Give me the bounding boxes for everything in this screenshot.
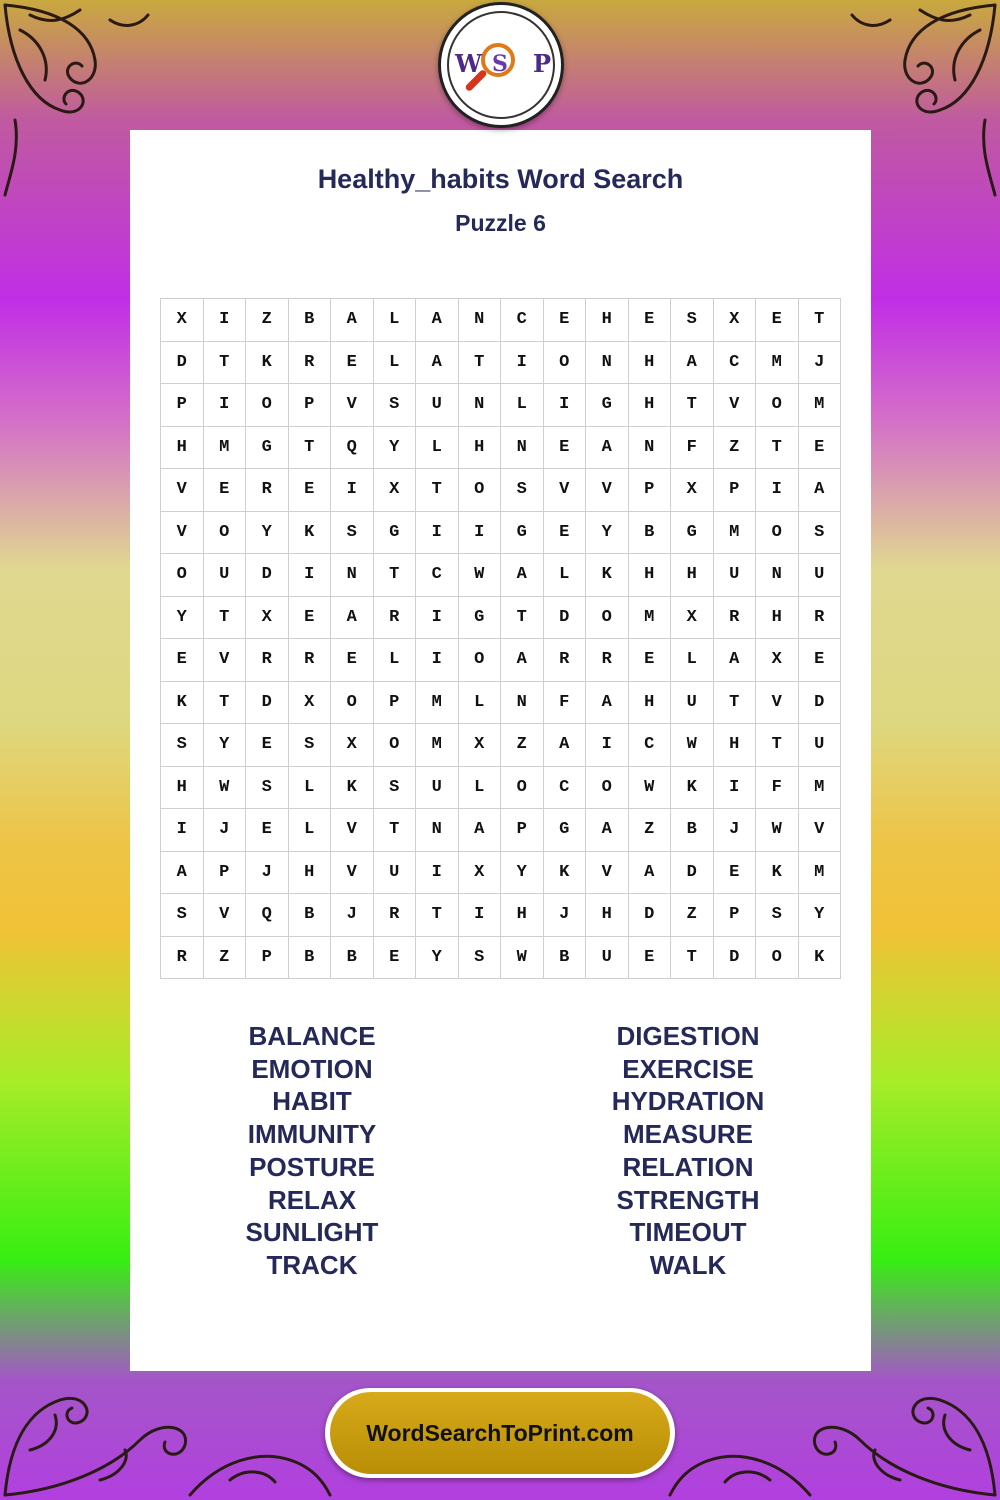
grid-cell[interactable]: Z bbox=[629, 809, 672, 852]
grid-cell[interactable]: H bbox=[714, 724, 757, 767]
grid-cell[interactable]: Z bbox=[204, 937, 247, 980]
grid-cell[interactable]: F bbox=[671, 427, 714, 470]
grid-cell[interactable]: V bbox=[331, 852, 374, 895]
grid-cell[interactable]: O bbox=[161, 554, 204, 597]
grid-cell[interactable]: E bbox=[246, 809, 289, 852]
grid-cell[interactable]: I bbox=[331, 469, 374, 512]
grid-cell[interactable]: H bbox=[629, 384, 672, 427]
grid-cell[interactable]: R bbox=[544, 639, 587, 682]
grid-cell[interactable]: V bbox=[586, 469, 629, 512]
grid-cell[interactable]: P bbox=[714, 469, 757, 512]
grid-cell[interactable]: O bbox=[246, 384, 289, 427]
grid-cell[interactable]: B bbox=[331, 937, 374, 980]
grid-cell[interactable]: Y bbox=[416, 937, 459, 980]
grid-cell[interactable]: T bbox=[204, 342, 247, 385]
grid-cell[interactable]: M bbox=[799, 384, 842, 427]
grid-cell[interactable]: L bbox=[374, 342, 417, 385]
grid-cell[interactable]: R bbox=[586, 639, 629, 682]
puzzle-title: Healthy_habits Word Search bbox=[317, 164, 684, 194]
grid-cell[interactable]: I bbox=[756, 469, 799, 512]
grid-cell[interactable]: A bbox=[586, 809, 629, 852]
grid-cell[interactable]: G bbox=[671, 512, 714, 555]
grid-cell[interactable]: Y bbox=[799, 894, 842, 937]
grid-cell[interactable]: C bbox=[416, 554, 459, 597]
grid-cell[interactable]: X bbox=[246, 597, 289, 640]
grid-cell[interactable]: O bbox=[331, 682, 374, 725]
grid-cell[interactable]: Y bbox=[374, 427, 417, 470]
grid-cell[interactable]: H bbox=[459, 427, 502, 470]
grid-cell[interactable]: O bbox=[756, 384, 799, 427]
grid-cell[interactable]: R bbox=[161, 937, 204, 980]
site-link[interactable]: WordSearchToPrint.com bbox=[330, 1392, 670, 1474]
grid-cell[interactable]: B bbox=[289, 937, 332, 980]
grid-cell[interactable]: P bbox=[374, 682, 417, 725]
grid-cell[interactable]: X bbox=[289, 682, 332, 725]
grid-cell[interactable]: T bbox=[714, 682, 757, 725]
grid-cell[interactable]: L bbox=[374, 299, 417, 342]
grid-cell[interactable]: M bbox=[799, 767, 842, 810]
grid-cell[interactable]: H bbox=[671, 554, 714, 597]
grid-cell[interactable]: V bbox=[204, 639, 247, 682]
grid-cell[interactable]: X bbox=[756, 639, 799, 682]
grid-cell[interactable]: Z bbox=[501, 724, 544, 767]
grid-cell[interactable]: B bbox=[629, 512, 672, 555]
grid-cell[interactable]: X bbox=[459, 724, 502, 767]
word-list-item: STRENGTH bbox=[616, 1184, 760, 1215]
grid-cell[interactable]: M bbox=[204, 427, 247, 470]
grid-cell[interactable]: S bbox=[374, 767, 417, 810]
grid-cell[interactable]: V bbox=[331, 384, 374, 427]
grid-cell[interactable]: H bbox=[756, 597, 799, 640]
grid-cell[interactable]: S bbox=[671, 299, 714, 342]
grid-cell[interactable]: J bbox=[331, 894, 374, 937]
grid-cell[interactable]: P bbox=[204, 852, 247, 895]
grid-cell[interactable]: A bbox=[331, 597, 374, 640]
grid-cell[interactable]: I bbox=[161, 809, 204, 852]
grid-cell[interactable]: I bbox=[501, 342, 544, 385]
puzzle-subtitle: Puzzle 6 bbox=[455, 210, 546, 236]
grid-cell[interactable]: V bbox=[161, 469, 204, 512]
word-list-item: SUNLIGHT bbox=[245, 1217, 379, 1248]
word-list-item: MEASURE bbox=[622, 1119, 753, 1150]
grid-cell[interactable]: L bbox=[459, 767, 502, 810]
grid-cell[interactable]: X bbox=[714, 299, 757, 342]
corner-ornament bbox=[0, 1350, 340, 1500]
grid-cell[interactable]: N bbox=[586, 342, 629, 385]
grid-cell[interactable]: G bbox=[501, 512, 544, 555]
grid-cell[interactable]: P bbox=[161, 384, 204, 427]
grid-cell[interactable]: D bbox=[714, 937, 757, 980]
grid-cell[interactable]: U bbox=[714, 554, 757, 597]
grid-cell[interactable]: E bbox=[246, 724, 289, 767]
grid-cell[interactable]: A bbox=[671, 342, 714, 385]
grid-cell[interactable]: O bbox=[586, 767, 629, 810]
grid-cell[interactable]: N bbox=[459, 299, 502, 342]
grid-cell[interactable]: A bbox=[331, 299, 374, 342]
grid-cell[interactable]: O bbox=[756, 937, 799, 980]
grid-cell[interactable]: A bbox=[714, 639, 757, 682]
word-list-right bbox=[538, 1020, 838, 1282]
letter-grid bbox=[160, 298, 841, 979]
grid-cell[interactable]: C bbox=[501, 299, 544, 342]
grid-cell[interactable]: J bbox=[799, 342, 842, 385]
grid-cell[interactable]: W bbox=[756, 809, 799, 852]
grid-cell[interactable]: P bbox=[246, 937, 289, 980]
word-list-item: WALK bbox=[649, 1249, 727, 1280]
grid-cell[interactable]: I bbox=[586, 724, 629, 767]
grid-cell[interactable]: U bbox=[204, 554, 247, 597]
grid-cell[interactable]: U bbox=[586, 937, 629, 980]
corner-ornament bbox=[850, 0, 1000, 200]
grid-cell[interactable]: E bbox=[331, 639, 374, 682]
grid-cell[interactable]: D bbox=[544, 597, 587, 640]
grid-cell[interactable]: A bbox=[629, 852, 672, 895]
grid-cell[interactable]: L bbox=[671, 639, 714, 682]
grid-cell[interactable]: K bbox=[289, 512, 332, 555]
grid-cell[interactable]: B bbox=[671, 809, 714, 852]
grid-cell[interactable]: E bbox=[204, 469, 247, 512]
grid-cell[interactable]: R bbox=[246, 639, 289, 682]
grid-cell[interactable]: H bbox=[161, 427, 204, 470]
grid-cell[interactable]: D bbox=[799, 682, 842, 725]
grid-cell[interactable]: A bbox=[416, 299, 459, 342]
grid-cell[interactable]: I bbox=[416, 639, 459, 682]
puzzle-page bbox=[130, 130, 871, 1371]
grid-cell[interactable]: M bbox=[416, 682, 459, 725]
grid-cell[interactable]: Z bbox=[714, 427, 757, 470]
grid-cell[interactable]: M bbox=[799, 852, 842, 895]
grid-cell[interactable]: R bbox=[289, 342, 332, 385]
grid-cell[interactable]: J bbox=[714, 809, 757, 852]
grid-cell[interactable]: D bbox=[246, 682, 289, 725]
grid-cell[interactable]: V bbox=[204, 894, 247, 937]
grid-cell[interactable]: V bbox=[756, 682, 799, 725]
grid-cell[interactable]: I bbox=[416, 597, 459, 640]
grid-cell[interactable]: Z bbox=[246, 299, 289, 342]
grid-cell[interactable]: T bbox=[459, 342, 502, 385]
word-list-item: BALANCE bbox=[248, 1021, 376, 1051]
grid-cell[interactable]: T bbox=[204, 682, 247, 725]
grid-cell[interactable]: I bbox=[714, 767, 757, 810]
grid-cell[interactable]: I bbox=[544, 384, 587, 427]
grid-cell[interactable]: Z bbox=[671, 894, 714, 937]
grid-cell[interactable]: A bbox=[586, 682, 629, 725]
corner-ornament bbox=[660, 1350, 1000, 1500]
corner-ornament bbox=[0, 0, 150, 200]
grid-cell[interactable]: V bbox=[331, 809, 374, 852]
grid-cell[interactable]: L bbox=[289, 809, 332, 852]
grid-cell[interactable]: E bbox=[629, 937, 672, 980]
grid-cell[interactable]: Y bbox=[246, 512, 289, 555]
word-list-item: EMOTION bbox=[251, 1053, 373, 1084]
word-list-item: IMMUNITY bbox=[247, 1119, 377, 1150]
grid-cell[interactable]: W bbox=[671, 724, 714, 767]
grid-cell[interactable]: F bbox=[544, 682, 587, 725]
grid-cell[interactable]: O bbox=[459, 639, 502, 682]
grid-cell[interactable]: X bbox=[374, 469, 417, 512]
grid-cell[interactable]: S bbox=[756, 894, 799, 937]
grid-cell[interactable]: O bbox=[374, 724, 417, 767]
grid-cell[interactable]: E bbox=[756, 299, 799, 342]
word-list-item: POSTURE bbox=[249, 1151, 375, 1182]
grid-cell[interactable]: G bbox=[586, 384, 629, 427]
word-list-item: RELAX bbox=[267, 1184, 357, 1215]
grid-cell[interactable]: J bbox=[204, 809, 247, 852]
grid-cell[interactable]: W bbox=[629, 767, 672, 810]
word-list-left bbox=[162, 1020, 462, 1282]
grid-cell[interactable]: W bbox=[204, 767, 247, 810]
grid-cell[interactable]: E bbox=[374, 937, 417, 980]
grid-cell[interactable]: A bbox=[586, 427, 629, 470]
grid-cell[interactable]: N bbox=[501, 682, 544, 725]
grid-cell[interactable]: E bbox=[544, 299, 587, 342]
grid-cell[interactable]: T bbox=[374, 809, 417, 852]
word-list-item: RELATION bbox=[622, 1151, 754, 1182]
grid-cell[interactable]: D bbox=[161, 342, 204, 385]
grid-cell[interactable]: E bbox=[289, 597, 332, 640]
grid-cell[interactable]: I bbox=[416, 512, 459, 555]
word-list-item: DIGESTION bbox=[616, 1021, 760, 1051]
grid-cell[interactable]: A bbox=[544, 724, 587, 767]
grid-cell[interactable]: G bbox=[374, 512, 417, 555]
grid-cell[interactable]: M bbox=[714, 512, 757, 555]
grid-cell[interactable]: B bbox=[544, 937, 587, 980]
grid-cell[interactable]: T bbox=[289, 427, 332, 470]
word-list-item: TIMEOUT bbox=[629, 1217, 747, 1248]
grid-cell[interactable]: A bbox=[416, 342, 459, 385]
grid-cell[interactable]: B bbox=[289, 894, 332, 937]
grid-cell[interactable]: K bbox=[756, 852, 799, 895]
grid-cell[interactable]: K bbox=[799, 937, 842, 980]
grid-cell[interactable]: P bbox=[629, 469, 672, 512]
word-list-item: HABIT bbox=[272, 1086, 352, 1117]
grid-cell[interactable]: H bbox=[629, 342, 672, 385]
grid-cell[interactable]: X bbox=[671, 597, 714, 640]
grid-cell[interactable]: H bbox=[501, 894, 544, 937]
grid-cell[interactable]: H bbox=[629, 554, 672, 597]
logo-letter-p: P bbox=[533, 49, 552, 78]
grid-cell[interactable]: K bbox=[331, 767, 374, 810]
grid-cell[interactable]: L bbox=[416, 427, 459, 470]
grid-cell[interactable]: U bbox=[799, 724, 842, 767]
grid-cell[interactable]: K bbox=[586, 554, 629, 597]
grid-cell[interactable]: E bbox=[331, 342, 374, 385]
grid-cell[interactable]: O bbox=[756, 512, 799, 555]
grid-cell[interactable]: Y bbox=[161, 597, 204, 640]
grid-cell[interactable]: X bbox=[331, 724, 374, 767]
grid-cell[interactable]: N bbox=[629, 427, 672, 470]
grid-cell[interactable]: I bbox=[416, 852, 459, 895]
grid-cell[interactable]: A bbox=[501, 639, 544, 682]
grid-cell[interactable]: P bbox=[501, 809, 544, 852]
grid-cell[interactable]: C bbox=[714, 342, 757, 385]
grid-cell[interactable]: K bbox=[544, 852, 587, 895]
grid-cell[interactable]: L bbox=[544, 554, 587, 597]
grid-cell[interactable]: N bbox=[459, 384, 502, 427]
grid-cell[interactable]: N bbox=[501, 427, 544, 470]
grid-cell[interactable]: R bbox=[246, 469, 289, 512]
grid-cell[interactable]: I bbox=[459, 894, 502, 937]
grid-cell[interactable]: C bbox=[629, 724, 672, 767]
grid-cell[interactable]: E bbox=[289, 469, 332, 512]
grid-cell[interactable]: Y bbox=[501, 852, 544, 895]
grid-cell[interactable]: S bbox=[799, 512, 842, 555]
grid-cell[interactable]: K bbox=[246, 342, 289, 385]
grid-cell[interactable]: K bbox=[671, 767, 714, 810]
grid-cell[interactable]: M bbox=[756, 342, 799, 385]
grid-cell[interactable]: A bbox=[161, 852, 204, 895]
grid-cell[interactable]: L bbox=[374, 639, 417, 682]
grid-cell[interactable]: J bbox=[544, 894, 587, 937]
word-list-item: HYDRATION bbox=[611, 1086, 765, 1117]
grid-cell[interactable]: E bbox=[161, 639, 204, 682]
grid-cell[interactable]: T bbox=[671, 937, 714, 980]
grid-cell[interactable]: U bbox=[416, 384, 459, 427]
grid-cell[interactable]: D bbox=[671, 852, 714, 895]
grid-cell[interactable]: T bbox=[799, 299, 842, 342]
grid-cell[interactable]: R bbox=[289, 639, 332, 682]
grid-cell[interactable]: X bbox=[459, 852, 502, 895]
grid-cell[interactable]: M bbox=[416, 724, 459, 767]
grid-cell[interactable]: L bbox=[501, 384, 544, 427]
grid-cell[interactable]: D bbox=[246, 554, 289, 597]
grid-cell[interactable]: I bbox=[204, 384, 247, 427]
grid-cell[interactable]: W bbox=[459, 554, 502, 597]
grid-cell[interactable]: E bbox=[629, 639, 672, 682]
grid-cell[interactable]: T bbox=[416, 469, 459, 512]
grid-cell[interactable]: Y bbox=[204, 724, 247, 767]
grid-cell[interactable]: I bbox=[289, 554, 332, 597]
grid-cell[interactable]: A bbox=[501, 554, 544, 597]
grid-cell[interactable]: M bbox=[629, 597, 672, 640]
grid-cell[interactable]: L bbox=[289, 767, 332, 810]
grid-cell[interactable]: E bbox=[629, 299, 672, 342]
grid-cell[interactable]: T bbox=[756, 427, 799, 470]
grid-cell[interactable]: I bbox=[204, 299, 247, 342]
grid-cell[interactable]: D bbox=[629, 894, 672, 937]
grid-cell[interactable]: F bbox=[756, 767, 799, 810]
grid-cell[interactable]: H bbox=[586, 299, 629, 342]
grid-cell[interactable]: U bbox=[799, 554, 842, 597]
grid-cell[interactable]: G bbox=[544, 809, 587, 852]
grid-cell[interactable]: H bbox=[629, 682, 672, 725]
grid-cell[interactable]: W bbox=[501, 937, 544, 980]
grid-cell[interactable]: B bbox=[289, 299, 332, 342]
word-list-item: TRACK bbox=[266, 1249, 358, 1280]
grid-cell[interactable]: P bbox=[289, 384, 332, 427]
logo-letter-s: S bbox=[492, 51, 508, 77]
grid-cell[interactable]: G bbox=[246, 427, 289, 470]
grid-cell[interactable]: H bbox=[161, 767, 204, 810]
grid-cell[interactable]: O bbox=[204, 512, 247, 555]
grid-cell[interactable]: U bbox=[416, 767, 459, 810]
logo-letter-w: W bbox=[455, 49, 482, 78]
grid-cell[interactable]: G bbox=[459, 597, 502, 640]
grid-cell[interactable]: N bbox=[416, 809, 459, 852]
grid-cell[interactable]: O bbox=[501, 767, 544, 810]
grid-cell[interactable]: E bbox=[799, 639, 842, 682]
grid-cell[interactable]: N bbox=[756, 554, 799, 597]
grid-cell[interactable]: T bbox=[501, 597, 544, 640]
grid-cell[interactable]: E bbox=[799, 427, 842, 470]
grid-cell[interactable]: O bbox=[459, 469, 502, 512]
grid-cell[interactable]: C bbox=[544, 767, 587, 810]
grid-cell[interactable]: Q bbox=[246, 894, 289, 937]
grid-cell[interactable]: V bbox=[544, 469, 587, 512]
grid-cell[interactable]: E bbox=[544, 512, 587, 555]
grid-cell[interactable]: Q bbox=[331, 427, 374, 470]
grid-cell[interactable]: S bbox=[501, 469, 544, 512]
grid-cell[interactable]: K bbox=[161, 682, 204, 725]
grid-cell[interactable]: E bbox=[544, 427, 587, 470]
grid-cell[interactable]: N bbox=[331, 554, 374, 597]
grid-cell[interactable]: S bbox=[331, 512, 374, 555]
grid-cell[interactable]: S bbox=[289, 724, 332, 767]
grid-cell[interactable]: R bbox=[799, 597, 842, 640]
grid-cell[interactable]: U bbox=[671, 682, 714, 725]
grid-cell[interactable]: A bbox=[459, 809, 502, 852]
word-list-item: EXERCISE bbox=[622, 1053, 754, 1084]
grid-cell[interactable]: L bbox=[459, 682, 502, 725]
wsp-logo[interactable] bbox=[438, 2, 564, 128]
grid-cell[interactable]: T bbox=[671, 384, 714, 427]
grid-cell[interactable]: T bbox=[374, 554, 417, 597]
grid-cell[interactable]: T bbox=[416, 894, 459, 937]
grid-cell[interactable]: J bbox=[246, 852, 289, 895]
grid-cell[interactable]: V bbox=[714, 384, 757, 427]
grid-cell[interactable]: R bbox=[714, 597, 757, 640]
grid-cell[interactable]: V bbox=[799, 809, 842, 852]
grid-cell[interactable]: X bbox=[671, 469, 714, 512]
grid-cell[interactable]: X bbox=[161, 299, 204, 342]
grid-cell[interactable]: V bbox=[161, 512, 204, 555]
grid-cell[interactable]: P bbox=[714, 894, 757, 937]
grid-cell[interactable]: I bbox=[459, 512, 502, 555]
grid-cell[interactable]: T bbox=[756, 724, 799, 767]
grid-cell[interactable]: H bbox=[586, 894, 629, 937]
grid-cell[interactable]: R bbox=[374, 597, 417, 640]
grid-cell[interactable]: S bbox=[161, 724, 204, 767]
grid-cell[interactable]: R bbox=[374, 894, 417, 937]
grid-cell[interactable]: S bbox=[161, 894, 204, 937]
grid-cell[interactable]: T bbox=[204, 597, 247, 640]
grid-cell[interactable]: O bbox=[586, 597, 629, 640]
grid-cell[interactable]: A bbox=[799, 469, 842, 512]
grid-cell[interactable]: S bbox=[246, 767, 289, 810]
site-badge[interactable] bbox=[325, 1388, 675, 1478]
grid-cell[interactable]: U bbox=[374, 852, 417, 895]
grid-cell[interactable]: E bbox=[714, 852, 757, 895]
grid-cell[interactable]: S bbox=[374, 384, 417, 427]
grid-cell[interactable]: O bbox=[544, 342, 587, 385]
grid-cell[interactable]: Y bbox=[586, 512, 629, 555]
grid-cell[interactable]: H bbox=[289, 852, 332, 895]
grid-cell[interactable]: V bbox=[586, 852, 629, 895]
grid-cell[interactable]: S bbox=[459, 937, 502, 980]
